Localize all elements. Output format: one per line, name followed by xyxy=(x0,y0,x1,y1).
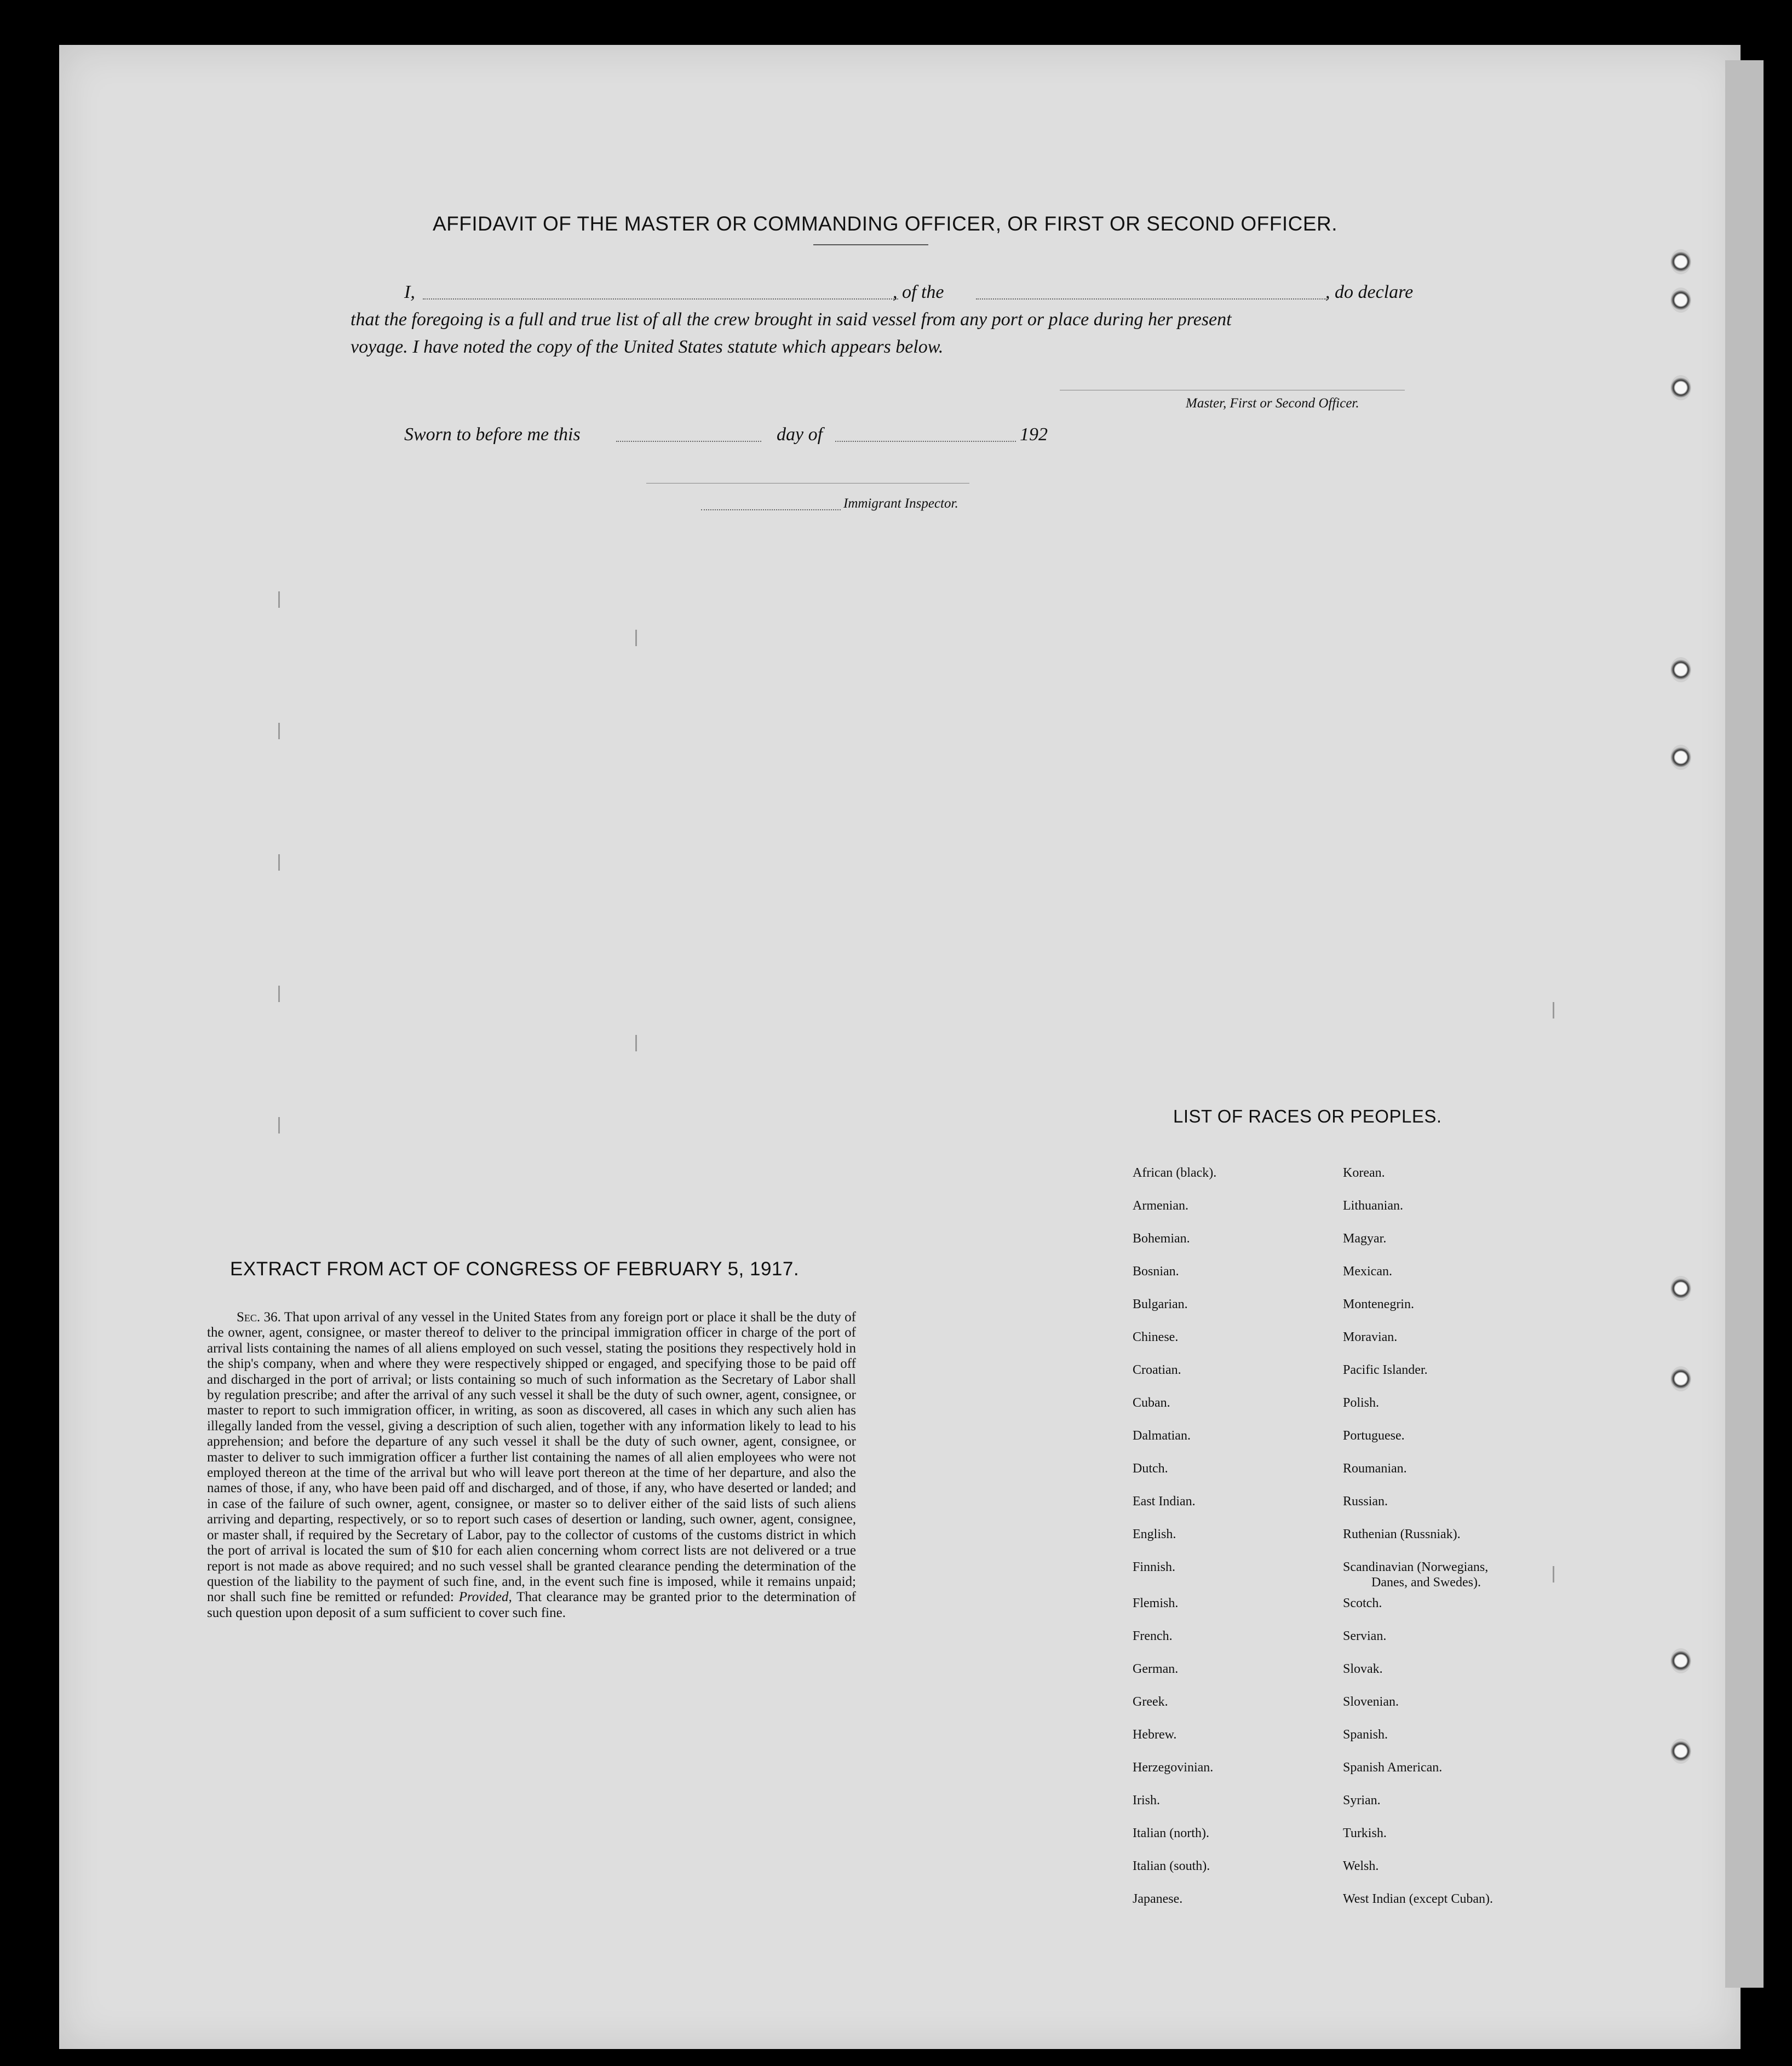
race-item: Bosnian. xyxy=(1133,1264,1179,1279)
name-blank[interactable] xyxy=(423,298,898,300)
affidavit-title: AFFIDAVIT OF THE MASTER OR COMMANDING OFFICER, OR FIRST OR SECOND OFFICER. xyxy=(433,212,1338,235)
affidavit-line3: voyage. I have noted the copy of the United States statute which appears below. xyxy=(351,337,944,357)
column-tick xyxy=(278,723,280,739)
race-item: Slovak. xyxy=(1343,1662,1383,1676)
race-item: African (black). xyxy=(1133,1166,1217,1180)
section-body: That upon arrival of any vessel in the United States from any foreign port or place it shall be the duty of the owner, agent, consignee, or master thereof to deliver to the principal immigration officer in charge of the port of arrival lists containing the names of all aliens employed on such vessel, stating the positions they respectively hold in the ship's company, when and where they were respectively shipped or engaged, and specifying those to be paid off and discharged in the port of arrival; or lists containing so much of such information as the Secretary of Labor shall by regulation prescribe; and after the arrival of any such vessel it shall be the duty of such owner, agent, consignee, or master to report to such immigration officer, in writing, as soon as discovered, all cases in which any such alien has illegally landed from the vessel, giving a description of such alien, together with any information likely to lead to his apprehension; and before the departure of any such vessel it shall be the duty of such owner, agent, consignee, or master to deliver to such immigration officer a further list containing the names of all alien employees who were not employed thereon at the time of the arrival but who will leave port thereon at the time of her departure, and also the names of those, if any, who have been paid off and discharged, and of those, if any, who have deserted or landed; and in case of the failure of such owner, agent, consignee, or master so to deliver either of the said lists of such aliens arriving and departing, respectively, or so to report such cases of desertion or landing, such owner, agent, consignee, or master shall, if required by the Secretary of Labor, pay to the collector of customs of the customs district in which the port of arrival is located the sum of $10 for each alien concerning whom correct lists are not delivered or a true report is not made as above required; and no such vessel shall be granted clearance pending the determination of the question of the liability to the payment of such fine, and, in the event such fine is imposed, while it remains unpaid; nor shall such fine be remitted or refunded: xyxy=(207,1310,856,1605)
sheet-edge xyxy=(1725,60,1764,1988)
year-text: 192 xyxy=(1020,424,1048,445)
binder-hole xyxy=(1670,249,1691,274)
master-label: Master, First or Second Officer. xyxy=(1186,396,1359,411)
binder-hole xyxy=(1670,657,1691,682)
race-item: East Indian. xyxy=(1133,1494,1196,1509)
races-title: LIST OF RACES OR PEOPLES. xyxy=(1173,1106,1442,1126)
race-item: Cuban. xyxy=(1133,1396,1170,1410)
race-item: Magyar. xyxy=(1343,1231,1387,1246)
race-item: Roumanian. xyxy=(1343,1461,1407,1476)
race-item: Dalmatian. xyxy=(1133,1429,1191,1443)
race-item: Montenegrin. xyxy=(1343,1297,1414,1311)
column-tick xyxy=(1553,1566,1554,1582)
race-item: Italian (north). xyxy=(1133,1826,1209,1840)
affidavit-i: I, xyxy=(404,282,415,302)
race-item: Spanish American. xyxy=(1343,1760,1443,1775)
race-item: Chinese. xyxy=(1133,1330,1179,1344)
binder-hole xyxy=(1670,745,1691,770)
binder-hole xyxy=(1670,287,1691,313)
race-item: Flemish. xyxy=(1133,1596,1179,1610)
section-label: Sec. 36. xyxy=(237,1310,281,1325)
inspector-label: Immigrant Inspector. xyxy=(843,496,958,511)
race-item: Greek. xyxy=(1133,1695,1168,1709)
affidavit-line2: that the foregoing is a full and true list of all the crew brought in said vessel from any port or place during her present xyxy=(351,309,1232,330)
provided-word: Provided, xyxy=(458,1590,512,1605)
affidavit-declare: , do declare xyxy=(1325,282,1414,302)
column-tick xyxy=(278,986,280,1002)
race-item: Finnish. xyxy=(1133,1560,1176,1574)
race-item: Scandinavian (Norwegians, xyxy=(1343,1560,1489,1574)
extract-title: EXTRACT FROM ACT OF CONGRESS OF FEBRUARY 5, 1917. xyxy=(230,1258,800,1280)
race-item: Russian. xyxy=(1343,1494,1388,1509)
race-item: Lithuanian. xyxy=(1343,1199,1403,1213)
race-item: Scotch. xyxy=(1343,1596,1382,1610)
race-item: Italian (south). xyxy=(1133,1859,1210,1873)
sworn-day-blank[interactable] xyxy=(616,441,761,442)
inspector-dotted-line xyxy=(701,509,841,510)
affidavit-of-the: , of the xyxy=(893,282,944,302)
column-tick xyxy=(635,630,637,646)
race-item: Slovenian. xyxy=(1343,1695,1399,1709)
race-item: Dutch. xyxy=(1133,1461,1168,1476)
title-underline xyxy=(813,244,928,245)
race-item: Welsh. xyxy=(1343,1859,1379,1873)
sworn-month-blank[interactable] xyxy=(835,441,1016,442)
race-item: Bulgarian. xyxy=(1133,1297,1188,1311)
race-item: Herzegovinian. xyxy=(1133,1760,1214,1775)
race-item: German. xyxy=(1133,1662,1179,1676)
binder-hole xyxy=(1670,1739,1691,1764)
race-item: Pacific Islander. xyxy=(1343,1363,1428,1377)
race-item: Bohemian. xyxy=(1133,1231,1190,1246)
binder-hole xyxy=(1670,375,1691,400)
race-item: Portuguese. xyxy=(1343,1429,1405,1443)
column-tick xyxy=(278,591,280,608)
race-item: Turkish. xyxy=(1343,1826,1387,1840)
column-tick xyxy=(278,1117,280,1133)
race-item: Armenian. xyxy=(1133,1199,1188,1213)
act-section-text xyxy=(207,1310,856,1621)
race-item: Hebrew. xyxy=(1133,1728,1177,1742)
race-item: Irish. xyxy=(1133,1793,1160,1808)
binder-hole xyxy=(1670,1366,1691,1391)
inspector-signature-line[interactable] xyxy=(646,483,969,484)
binder-hole xyxy=(1670,1648,1691,1673)
vessel-blank[interactable] xyxy=(976,298,1326,300)
race-item: Korean. xyxy=(1343,1166,1385,1180)
binder-hole xyxy=(1670,1276,1691,1301)
column-tick xyxy=(278,854,280,871)
race-item-continuation: Danes, and Swedes). xyxy=(1371,1575,1481,1590)
column-tick xyxy=(635,1035,637,1051)
section-body-end: That clearance may be granted prior to the determination of such question upon deposit of a sum sufficient to cover such fine. xyxy=(207,1590,856,1620)
day-of-text: day of xyxy=(777,424,823,445)
race-item: English. xyxy=(1133,1527,1176,1541)
race-item: Spanish. xyxy=(1343,1728,1388,1742)
race-item: Syrian. xyxy=(1343,1793,1381,1808)
race-item: Moravian. xyxy=(1343,1330,1398,1344)
race-item: Mexican. xyxy=(1343,1264,1392,1279)
race-item: Croatian. xyxy=(1133,1363,1181,1377)
race-item: Japanese. xyxy=(1133,1892,1183,1906)
race-item: French. xyxy=(1133,1629,1173,1643)
column-tick xyxy=(1553,1002,1554,1018)
race-item: Polish. xyxy=(1343,1396,1380,1410)
race-item: Servian. xyxy=(1343,1629,1387,1643)
race-item: West Indian (except Cuban). xyxy=(1343,1892,1493,1906)
race-item: Ruthenian (Russniak). xyxy=(1343,1527,1461,1541)
sworn-text: Sworn to before me this xyxy=(404,424,581,445)
